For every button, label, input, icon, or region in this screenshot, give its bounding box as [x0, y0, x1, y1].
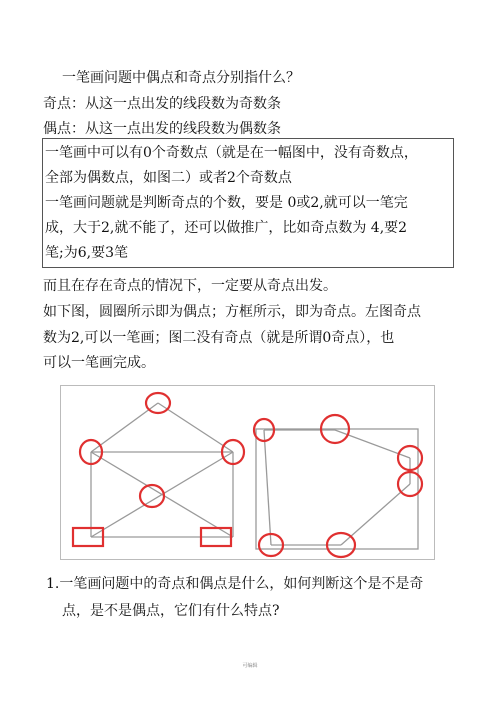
box-line: 一笔画中可以有0个奇数点（就是在一幅图中，没有奇数点， [45, 145, 418, 161]
body-line: 而且在存在奇点的情况下，一定要从奇点出发。 [43, 278, 337, 294]
question-line: 1.一笔画问题中的奇点和偶点是什么，如何判断这个是不是奇 [46, 576, 424, 592]
edge [264, 430, 271, 545]
box-line: 全部为偶数点，如图二）或者2个奇数点 [45, 170, 292, 186]
box-line: 一笔画问题就是判断奇点的个数，要是 0或2,就可以一笔完 [45, 195, 408, 211]
edge [158, 403, 233, 452]
graph-drawing [61, 386, 436, 561]
box-line: 笔;为6,要3笔 [45, 245, 128, 261]
odd-point-definition: 奇点：从这一点出发的线段数为奇数条 [43, 96, 281, 112]
doc-title: 一笔画问题中偶点和奇点分别指什么？ [62, 70, 300, 86]
edge [91, 403, 158, 452]
box-line: 成，大于2,就不能了，还可以做推广，比如奇点数为 4,要2 [45, 220, 408, 236]
even-point-definition: 偶点：从这一点出发的线段数为偶数条 [43, 121, 281, 137]
body-line: 数为2,可以一笔画；图二没有奇点（就是所谓0奇点），也 [43, 330, 395, 346]
outer-square [256, 429, 418, 549]
page-footer: 可编辑 [242, 663, 258, 669]
explanation-box [42, 138, 454, 268]
body-line: 可以一笔画完成。 [43, 355, 155, 371]
body-line: 如下图，圆圈所示即为偶点；方框所示，即为奇点。左图奇点 [43, 304, 421, 320]
graph-figure [60, 385, 435, 560]
question-line: 点，是不是偶点，它们有什么特点? [62, 603, 280, 619]
